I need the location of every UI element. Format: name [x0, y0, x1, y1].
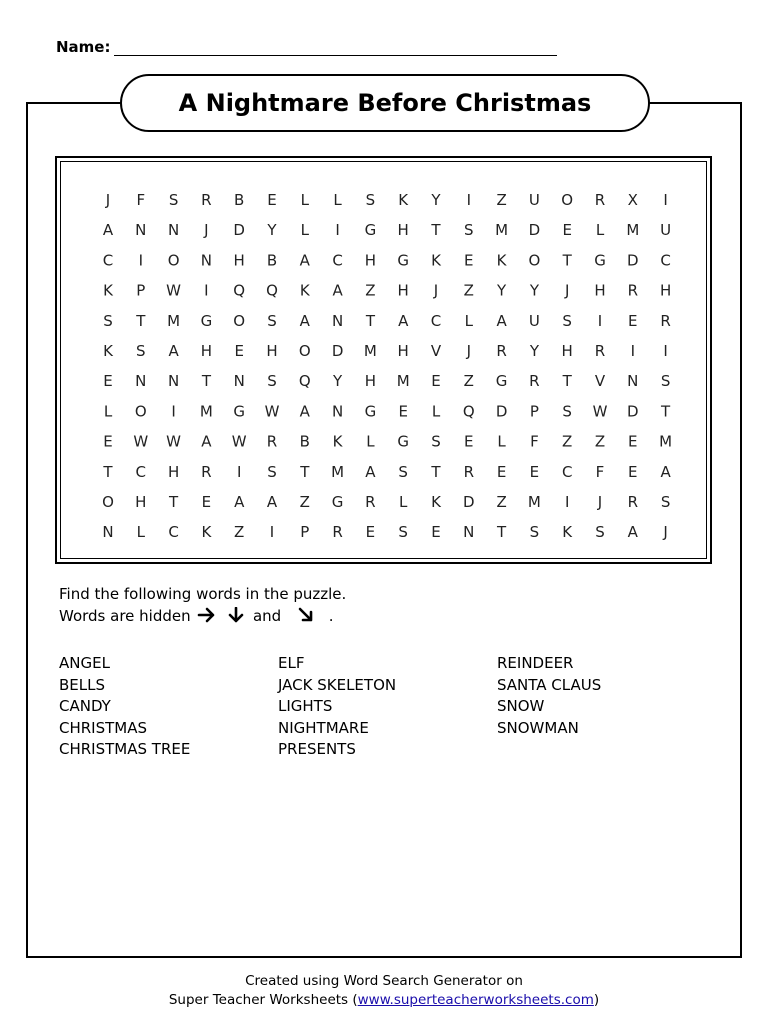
grid-letter[interactable]: S	[660, 372, 671, 391]
grid-letter[interactable]: G	[364, 402, 377, 421]
grid-letter[interactable]: T	[300, 462, 310, 481]
grid-letter[interactable]: Z	[234, 523, 245, 542]
instructions-period: .	[328, 607, 334, 625]
word-item: LIGHTS	[278, 697, 333, 715]
grid-letter[interactable]: O	[102, 493, 114, 511]
letter-grid	[57, 158, 714, 566]
grid-letter[interactable]: A	[266, 493, 278, 511]
grid-letter[interactable]: H	[233, 251, 245, 270]
grid-letter[interactable]: H	[594, 281, 606, 300]
grid-letter[interactable]: F	[136, 191, 146, 209]
grid-letter[interactable]: K	[431, 493, 441, 511]
grid-letter[interactable]: C	[332, 251, 343, 270]
grid-letter[interactable]: U	[528, 311, 540, 330]
footer-line-2	[0, 991, 768, 1010]
grid-letter[interactable]: K	[299, 281, 310, 300]
word-list-column-1	[59, 653, 190, 761]
grid-letter[interactable]: N	[463, 523, 475, 542]
word-item: JACK SKELETON	[278, 675, 397, 694]
grid-letter[interactable]: E	[103, 432, 113, 451]
grid-letter[interactable]: E	[628, 311, 638, 330]
grid-letter[interactable]: N	[627, 372, 639, 391]
grid-letter[interactable]: G	[233, 402, 246, 421]
grid-letter[interactable]: M	[527, 493, 541, 511]
grid-letter[interactable]: J	[663, 523, 668, 542]
grid-letter[interactable]: I	[171, 402, 176, 421]
grid-letter[interactable]: E	[431, 372, 441, 391]
grid-letter[interactable]: R	[201, 191, 212, 209]
grid-letter[interactable]: R	[529, 372, 540, 391]
grid-letter[interactable]: Q	[233, 281, 246, 300]
grid-letter[interactable]: S	[103, 311, 113, 330]
grid-letter[interactable]: N	[331, 402, 344, 421]
grid-letter[interactable]: K	[332, 432, 343, 451]
footer-suffix: )	[593, 992, 600, 1008]
grid-letter[interactable]: L	[103, 402, 113, 421]
grid-letter[interactable]: K	[103, 281, 113, 300]
grid-letter[interactable]: V	[594, 372, 606, 391]
grid-letter[interactable]: O	[167, 251, 180, 270]
grid-letter[interactable]: R	[496, 342, 507, 360]
grid-letter[interactable]: R	[627, 493, 639, 511]
grid-letter[interactable]: E	[365, 523, 376, 542]
grid-letter[interactable]: S	[267, 311, 277, 330]
grid-letter[interactable]: T	[201, 372, 211, 391]
grid-letter[interactable]: K	[562, 523, 573, 542]
grid-letter[interactable]: D	[233, 221, 245, 240]
word-item: SANTA CLAUS	[497, 675, 602, 694]
grid-letter[interactable]: R	[332, 523, 343, 542]
instructions-line-2	[59, 605, 346, 627]
grid-letter[interactable]: H	[135, 493, 147, 511]
word-list-column-2	[278, 653, 396, 761]
footer-line-1: Created using Word Search Generator on	[245, 973, 523, 989]
word-item: REINDEER	[497, 654, 574, 672]
grid-letter[interactable]: L	[366, 432, 375, 451]
grid-letter[interactable]: Z	[496, 191, 507, 209]
grid-letter[interactable]: S	[660, 493, 671, 511]
down-right-arrow-icon	[296, 607, 316, 623]
grid-letter[interactable]: R	[627, 281, 639, 300]
grid-letter[interactable]: K	[431, 251, 441, 270]
grid-letter[interactable]: N	[167, 372, 180, 391]
grid-letter[interactable]: M	[363, 342, 377, 360]
grid-letter[interactable]: N	[233, 372, 245, 391]
grid-letter[interactable]: T	[169, 493, 179, 511]
grid-letter[interactable]: O	[233, 311, 246, 330]
grid-letter[interactable]: I	[138, 251, 144, 270]
grid-letter[interactable]: M	[331, 462, 345, 481]
grid-letter[interactable]: H	[561, 342, 573, 360]
grid-letter[interactable]: O	[528, 251, 541, 270]
grid-letter[interactable]: O	[561, 191, 574, 209]
grid-letter[interactable]: R	[660, 311, 671, 330]
grid-letter[interactable]: F	[530, 432, 539, 451]
instructions-prefix: Words are hidden	[59, 607, 191, 625]
grid-letter[interactable]: K	[103, 342, 113, 360]
grid-letter[interactable]: W	[231, 432, 247, 451]
word-item: NIGHTMARE	[278, 718, 369, 737]
word-item: ELF	[278, 654, 305, 672]
grid-letter[interactable]: A	[299, 311, 310, 330]
grid-letter[interactable]: C	[102, 251, 114, 270]
grid-letter[interactable]: A	[398, 311, 409, 330]
grid-letter[interactable]: T	[431, 462, 441, 481]
down-arrow-icon	[226, 607, 246, 623]
grid-letter[interactable]: G	[397, 251, 410, 270]
grid-letter[interactable]: H	[397, 342, 409, 360]
grid-letter[interactable]: I	[597, 311, 603, 330]
grid-letter[interactable]: N	[200, 251, 213, 270]
instructions-and: and	[252, 607, 282, 625]
grid-letter[interactable]: G	[594, 251, 606, 270]
grid-letter[interactable]: Z	[463, 372, 474, 391]
grid-letter[interactable]: E	[464, 432, 474, 451]
grid-letter[interactable]: Z	[365, 281, 376, 300]
grid-letter[interactable]: C	[660, 251, 671, 270]
grid-letter[interactable]: S	[529, 523, 540, 542]
grid-letter[interactable]: D	[627, 402, 639, 421]
grid-letter[interactable]: S	[562, 311, 572, 330]
grid-letter[interactable]: I	[269, 523, 275, 542]
grid-letter[interactable]: O	[134, 402, 147, 421]
grid-letter[interactable]: N	[167, 221, 180, 240]
footer	[0, 972, 768, 1010]
grid-letter[interactable]: T	[136, 311, 146, 330]
grid-letter[interactable]: L	[464, 311, 473, 330]
grid-letter[interactable]: W	[264, 402, 280, 421]
grid-letter[interactable]: E	[464, 251, 474, 270]
grid-letter[interactable]: G	[364, 221, 377, 240]
grid-letter[interactable]: A	[365, 462, 376, 481]
grid-letter[interactable]: I	[466, 191, 472, 209]
grid-letter[interactable]: H	[397, 281, 409, 300]
grid-letter[interactable]: M	[199, 402, 213, 421]
grid-letter[interactable]: E	[628, 432, 638, 451]
grid-letter[interactable]: C	[168, 523, 179, 542]
grid-letter[interactable]: K	[201, 523, 212, 542]
worksheet-title	[120, 74, 650, 132]
grid-letter[interactable]: M	[396, 372, 410, 391]
grid-letter[interactable]: I	[564, 493, 570, 511]
name-field	[56, 38, 557, 56]
grid-letter[interactable]: E	[496, 462, 507, 481]
grid-letter[interactable]: M	[659, 432, 673, 451]
grid-letter[interactable]: E	[398, 402, 408, 421]
grid-letter[interactable]: G	[495, 372, 508, 391]
grid-letter[interactable]: Y	[529, 281, 539, 300]
grid-letter[interactable]: B	[299, 432, 310, 451]
grid-letter[interactable]: M	[626, 221, 640, 240]
grid-letter[interactable]: H	[266, 342, 278, 360]
grid-letter[interactable]: I	[335, 221, 340, 240]
grid-letter[interactable]: E	[267, 191, 277, 209]
grid-letter[interactable]: D	[627, 251, 639, 270]
grid-letter[interactable]: L	[399, 493, 408, 511]
grid-letter[interactable]: L	[595, 221, 605, 240]
word-list-column-3	[497, 653, 601, 739]
grid-letter[interactable]: A	[627, 523, 638, 542]
grid-letter[interactable]: H	[364, 251, 377, 270]
grid-letter[interactable]: L	[431, 402, 441, 421]
grid-letter[interactable]: Q	[266, 281, 278, 300]
grid-letter[interactable]: S	[562, 402, 572, 421]
word-search-grid	[55, 156, 712, 564]
grid-letter[interactable]: Y	[497, 281, 507, 300]
grid-letter[interactable]: F	[595, 462, 605, 481]
footer-prefix: Super Teacher Worksheets (	[168, 992, 358, 1008]
grid-letter[interactable]: C	[561, 462, 573, 481]
grid-letter[interactable]: S	[365, 191, 376, 209]
grid-letter[interactable]: W	[592, 402, 608, 421]
grid-letter[interactable]: W	[133, 432, 149, 451]
grid-letter[interactable]: S	[267, 462, 277, 481]
grid-letter[interactable]: Y	[333, 372, 343, 391]
grid-letter[interactable]: C	[430, 311, 442, 330]
grid-letter[interactable]: U	[528, 191, 540, 209]
grid-letter[interactable]: M	[495, 221, 509, 240]
grid-letter[interactable]: L	[136, 523, 145, 542]
grid-letter[interactable]: T	[431, 221, 441, 240]
word-item: SNOWMAN	[497, 718, 579, 737]
grid-letter[interactable]: Z	[299, 493, 310, 511]
grid-letter[interactable]: E	[103, 372, 113, 391]
grid-letter[interactable]: N	[135, 221, 147, 240]
grid-letter[interactable]: L	[300, 221, 309, 240]
instructions	[59, 583, 346, 627]
grid-letter[interactable]: Y	[431, 191, 441, 209]
grid-letter[interactable]: L	[300, 191, 309, 209]
grid-letter[interactable]: T	[661, 402, 671, 421]
grid-letter[interactable]: H	[397, 221, 409, 240]
grid-letter[interactable]: Q	[298, 372, 311, 391]
grid-letter[interactable]: E	[201, 493, 212, 511]
grid-letter[interactable]: M	[167, 311, 181, 330]
grid-letter[interactable]: I	[204, 281, 209, 300]
grid-letter[interactable]: P	[300, 523, 310, 542]
grid-letter[interactable]: A	[332, 281, 343, 300]
grid-letter[interactable]: A	[201, 432, 212, 451]
word-item: CHRISTMAS	[59, 718, 148, 737]
grid-letter[interactable]: A	[660, 462, 671, 481]
grid-letter[interactable]: H	[200, 342, 213, 360]
grid-letter[interactable]: S	[267, 372, 277, 391]
grid-letter[interactable]: G	[331, 493, 344, 511]
grid-letter[interactable]: K	[398, 191, 409, 209]
grid-letter[interactable]: R	[201, 462, 212, 481]
grid-letter[interactable]: S	[398, 462, 408, 481]
grid-letter[interactable]: A	[168, 342, 179, 360]
grid-letter[interactable]: W	[166, 281, 182, 300]
grid-letter[interactable]: E	[562, 221, 572, 240]
grid-letter[interactable]: D	[528, 221, 541, 240]
grid-letter[interactable]: B	[266, 251, 278, 270]
word-item: SNOW	[497, 697, 545, 715]
grid-letter[interactable]: H	[167, 462, 180, 481]
grid-letter[interactable]: G	[397, 432, 410, 451]
word-item: CHRISTMAS TREE	[59, 740, 191, 758]
grid-letter[interactable]: R	[365, 493, 376, 511]
instructions-line-1: Find the following words in the puzzle.	[59, 585, 347, 603]
word-item: CANDY	[59, 697, 111, 715]
grid-letter[interactable]: S	[431, 432, 441, 451]
grid-letter[interactable]: P	[529, 402, 539, 421]
grid-letter[interactable]: J	[466, 342, 472, 360]
grid-letter[interactable]: Z	[594, 432, 606, 451]
grid-letter[interactable]: U	[660, 221, 672, 240]
grid-letter[interactable]: A	[102, 221, 114, 240]
grid-letter[interactable]: I	[236, 462, 242, 481]
name-label: Name:	[56, 38, 111, 56]
grid-letter[interactable]: E	[234, 342, 244, 360]
grid-letter[interactable]: A	[234, 493, 245, 511]
grid-letter[interactable]: L	[497, 432, 506, 451]
grid-letter[interactable]: G	[200, 311, 213, 330]
grid-letter[interactable]: J	[433, 281, 439, 300]
grid-letter[interactable]: A	[496, 311, 507, 330]
grid-letter[interactable]: D	[495, 402, 508, 421]
grid-letter[interactable]: R	[463, 462, 475, 481]
grid-letter[interactable]: P	[136, 281, 146, 300]
grid-letter[interactable]: H	[659, 281, 672, 300]
grid-letter[interactable]: S	[595, 523, 605, 542]
grid-letter[interactable]: C	[135, 462, 147, 481]
grid-letter[interactable]: Z	[463, 281, 474, 300]
grid-letter[interactable]: S	[464, 221, 474, 240]
grid-letter[interactable]: H	[364, 372, 377, 391]
name-input-line[interactable]	[114, 39, 557, 56]
grid-letter[interactable]: E	[431, 523, 441, 542]
right-arrow-icon	[197, 607, 217, 623]
grid-letter[interactable]: N	[331, 311, 344, 330]
grid-letter[interactable]: I	[663, 191, 668, 209]
grid-letter[interactable]: D	[331, 342, 344, 360]
grid-letter[interactable]: T	[365, 311, 375, 330]
grid-letter[interactable]: S	[398, 523, 408, 542]
grid-letter[interactable]: E	[628, 462, 638, 481]
grid-letter[interactable]: N	[102, 523, 114, 542]
grid-letter[interactable]: I	[663, 342, 668, 360]
grid-letter[interactable]: J	[564, 281, 570, 300]
grid-letter[interactable]: Z	[496, 493, 507, 511]
website-link[interactable]: www.superteacherworksheets.com	[357, 992, 594, 1008]
grid-letter[interactable]: Q	[462, 402, 475, 421]
grid-letter[interactable]: J	[105, 191, 111, 209]
grid-letter[interactable]: B	[234, 191, 245, 209]
grid-letter[interactable]: K	[496, 251, 507, 270]
grid-letter[interactable]: X	[627, 191, 638, 209]
grid-letter[interactable]: Z	[562, 432, 573, 451]
word-item: PRESENTS	[278, 740, 356, 758]
word-item: ANGEL	[59, 654, 110, 672]
grid-letter[interactable]: I	[630, 342, 636, 360]
grid-letter[interactable]: V	[430, 342, 442, 360]
grid-letter[interactable]: D	[463, 493, 475, 511]
grid-letter[interactable]: T	[497, 523, 507, 542]
grid-letter[interactable]: N	[135, 372, 147, 391]
grid-letter[interactable]: A	[299, 251, 310, 270]
grid-letter[interactable]: E	[529, 462, 540, 481]
grid-letter[interactable]: W	[166, 432, 182, 451]
grid-letter[interactable]: S	[136, 342, 146, 360]
grid-letter[interactable]: J	[204, 221, 209, 240]
grid-letter[interactable]: T	[562, 251, 572, 270]
grid-letter[interactable]: L	[333, 191, 342, 209]
title-text: A Nightmare Before Christmas	[178, 89, 592, 117]
grid-letter[interactable]: T	[562, 372, 572, 391]
grid-letter[interactable]: R	[594, 191, 606, 209]
grid-letter[interactable]: S	[168, 191, 179, 209]
grid-letter[interactable]: O	[298, 342, 311, 360]
grid-letter[interactable]: R	[266, 432, 278, 451]
grid-letter[interactable]: Y	[267, 221, 277, 240]
word-item: BELLS	[59, 675, 106, 694]
grid-letter[interactable]: J	[597, 493, 603, 511]
grid-letter[interactable]: R	[594, 342, 606, 360]
grid-letter[interactable]: T	[103, 462, 113, 481]
grid-letter[interactable]: A	[299, 402, 310, 421]
grid-letter[interactable]: Y	[529, 342, 539, 360]
